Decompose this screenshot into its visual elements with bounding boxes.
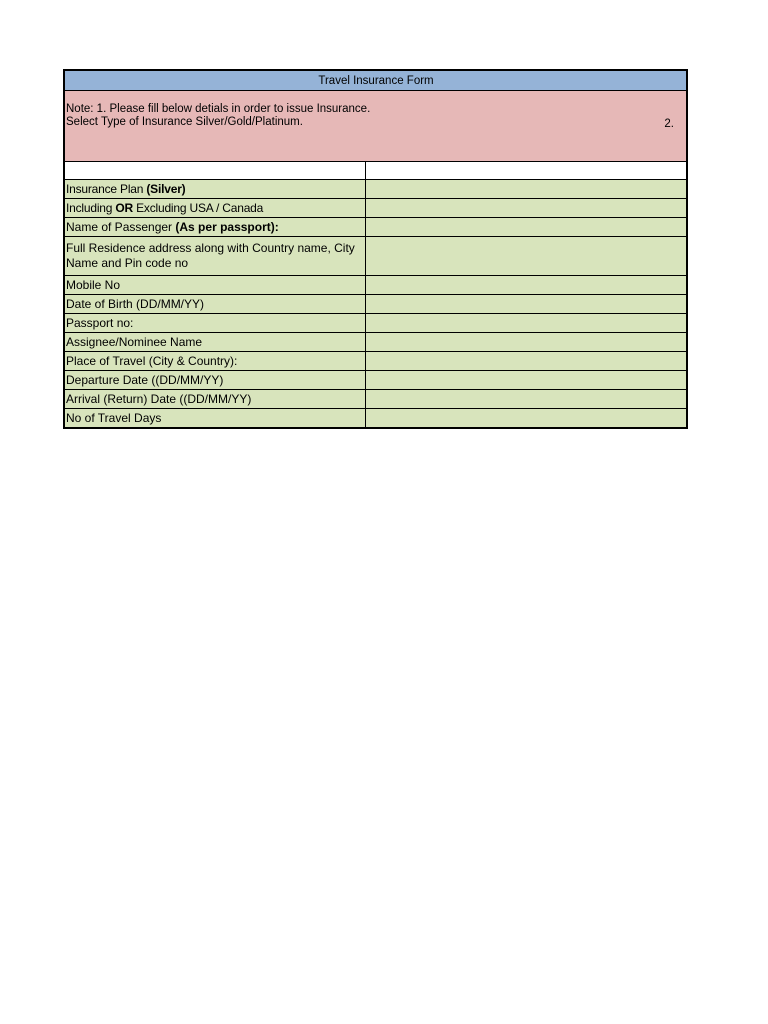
field-value-arrival-date[interactable] xyxy=(365,390,687,409)
field-value-residence-address[interactable] xyxy=(365,237,687,276)
field-label-bold: (As per passport): xyxy=(175,220,279,234)
field-value-usa-canada[interactable] xyxy=(365,199,687,218)
field-row-nominee-name xyxy=(64,333,687,352)
field-row-travel-days xyxy=(64,409,687,429)
field-value-date-of-birth[interactable] xyxy=(365,295,687,314)
field-value-place-of-travel[interactable] xyxy=(365,352,687,371)
blank-value-cell[interactable] xyxy=(365,162,687,180)
field-label-nominee-name: Assignee/Nominee Name xyxy=(64,333,365,352)
field-label-travel-days: No of Travel Days xyxy=(64,409,365,429)
field-label-passport-no: Passport no: xyxy=(64,314,365,333)
field-label-text: Full Residence address along with Country name, City Name and Pin code no xyxy=(66,241,355,270)
field-row-residence-address xyxy=(64,237,687,276)
note-line-2: Select Type of Insurance Silver/Gold/Platinum. xyxy=(66,116,303,128)
field-label-arrival-date: Arrival (Return) Date ((DD/MM/YY) xyxy=(64,390,365,409)
field-row-arrival-date xyxy=(64,390,687,409)
field-value-departure-date[interactable] xyxy=(365,371,687,390)
field-row-passenger-name xyxy=(64,218,687,237)
field-label-insurance-plan xyxy=(64,180,365,199)
field-row-date-of-birth xyxy=(64,295,687,314)
note-line-1: Note: 1. Please fill below detials in order to issue Insurance. xyxy=(66,103,371,115)
field-row-place-of-travel xyxy=(64,352,687,371)
blank-row xyxy=(64,162,687,180)
field-label-passenger-name xyxy=(64,218,365,237)
field-value-insurance-plan[interactable] xyxy=(365,180,687,199)
form-title: Travel Insurance Form xyxy=(64,70,687,91)
field-row-mobile-no xyxy=(64,276,687,295)
field-row-departure-date xyxy=(64,371,687,390)
field-row-passport-no xyxy=(64,314,687,333)
field-label-mobile-no: Mobile No xyxy=(64,276,365,295)
field-label-text: Insurance Plan xyxy=(66,182,147,196)
field-label-residence-address xyxy=(64,237,365,276)
note-cell xyxy=(64,91,687,162)
field-value-travel-days[interactable] xyxy=(365,409,687,429)
field-label-date-of-birth: Date of Birth (DD/MM/YY) xyxy=(64,295,365,314)
field-value-mobile-no[interactable] xyxy=(365,276,687,295)
field-label-text: Including xyxy=(66,201,116,215)
field-label-text-2: Excluding USA / Canada xyxy=(132,201,264,215)
field-value-nominee-name[interactable] xyxy=(365,333,687,352)
note-row xyxy=(64,91,687,162)
field-label-text: Name of Passenger xyxy=(66,220,176,234)
travel-insurance-form-table xyxy=(63,69,688,429)
field-row-usa-canada xyxy=(64,199,687,218)
field-label-place-of-travel: Place of Travel (City & Country): xyxy=(64,352,365,371)
field-value-passport-no[interactable] xyxy=(365,314,687,333)
field-row-insurance-plan xyxy=(64,180,687,199)
form-title-row xyxy=(64,70,687,91)
field-label-usa-canada xyxy=(64,199,365,218)
field-label-bold: (Silver) xyxy=(146,182,186,196)
blank-label-cell xyxy=(64,162,365,180)
field-value-passenger-name[interactable] xyxy=(365,218,687,237)
field-label-bold: OR xyxy=(115,201,133,215)
field-label-departure-date: Departure Date ((DD/MM/YY) xyxy=(64,371,365,390)
note-number: 2. xyxy=(664,118,674,130)
